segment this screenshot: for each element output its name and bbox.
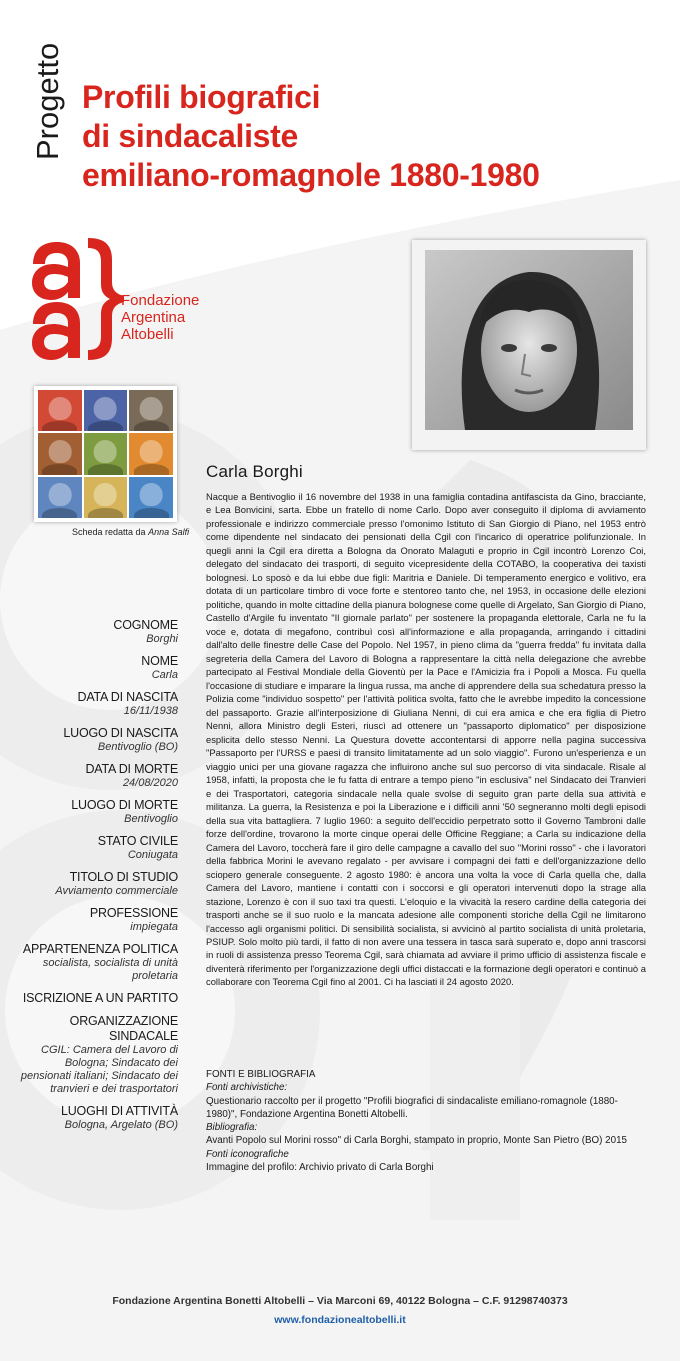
archival-text: Questionario raccolto per il progetto "Profili biografici di sindacaliste emiliano-romagnole (1880-1980)", Fondazione Argentina Bonetti Altobelli.	[206, 1095, 618, 1120]
sources-heading: FONTI E BIBLIOGRAFIA	[206, 1069, 316, 1080]
field-label: COGNOME	[113, 618, 178, 632]
credit-prefix: Scheda redatta da	[72, 527, 146, 537]
field-label: DATA DI NASCITA	[77, 690, 178, 704]
icono-text: Immagine del profilo: Archivio privato di Carla Borghi	[206, 1162, 434, 1174]
field-value: Carla	[151, 669, 178, 681]
field-data-morte	[20, 762, 178, 790]
icono-label: Fonti iconografiche	[206, 1148, 289, 1160]
title-line: di sindacaliste	[82, 118, 299, 154]
field-titolo-studio	[20, 870, 178, 898]
title-line: Profili biografici	[82, 79, 321, 115]
field-organizzazione-sindacale	[20, 1014, 178, 1096]
biblio-label: Bibliografia:	[206, 1122, 258, 1134]
biblio-text: Avanti Popolo sul Morini rosso" di Carla Borghi, stampato in proprio, Monte San Pietro (BO) 2015	[206, 1135, 627, 1147]
field-label: LUOGO DI NASCITA	[63, 726, 178, 740]
field-value: Borghi	[146, 633, 178, 645]
author-credit	[72, 527, 189, 537]
field-value: Bentivoglio (BO)	[97, 741, 178, 753]
field-label: ORGANIZZAZIONE SINDACALE	[69, 1014, 178, 1043]
field-luogo-morte	[20, 798, 178, 826]
field-label: DATA DI MORTE	[85, 762, 178, 776]
field-stato-civile	[20, 834, 178, 862]
field-label: APPARTENENZA POLITICA	[22, 942, 178, 956]
footer-website-link[interactable]: www.fondazionealtobelli.it	[274, 1314, 406, 1326]
field-label: STATO CIVILE	[97, 834, 178, 848]
foundation-logo-text	[121, 292, 199, 343]
portrait-mosaic	[34, 386, 177, 522]
field-label: LUOGO DI MORTE	[71, 798, 178, 812]
mosaic-tile	[84, 477, 128, 518]
page-title	[82, 78, 540, 195]
mosaic-tile	[129, 477, 173, 518]
field-professione	[20, 906, 178, 934]
field-value: impiegata	[130, 921, 178, 933]
mosaic-tile	[84, 433, 128, 474]
field-value: Bologna, Argelato (BO)	[64, 1119, 178, 1131]
logo-line: Altobelli	[121, 326, 174, 343]
biography-text: Nacque a Bentivoglio il 16 novembre del 1938 in una famiglia contadina antifascista da Gino, bracciante, e Lea Bonvicini, sarta. Ebbe un fratello di nome Carlo. Dopo aver conseguito il diploma di avviamento professionale e indirizzo commerciale presso l'omonimo Istituto di San Giorgio di Piano, nel 1953 entrò come dipendente nel sindacato dei pensionati della Cgil con l'incarico di operatrice polifunzionale. In quegli anni la Cgil era diretta a Bologna da Onorato Malaguti e proprio in Cgil incontrò Lorenzo Coi, delegato del sindacato dei trasporti, di seguito vicepresidente della COTABO, la cooperativa dei taxisti bolognesi. Lo sposò e da lui ebbe due figli: Maritria e Daniele. Di temperamento energico e volitivo, era dotata di un particolare timbro di voce forte e stentoreo tanto che, nel 1953, in occasione delle elezioni politiche, quando in molte cittadine della pianura bolognese come quelle di Argelato, San Giorgio di Piano, Castello d'Argile fu inventato "Il giornale parlato" per sostenere la propaganda elettorale, Carla ne fu la voce e, dotata di megafono, contribuì così all'informazione e alla propaganda, arringando i cittadini dall'alto delle finestre delle Case del Popolo. Nel 1957, in pieno clima da "guerra fredda" fu invitata dalla segreteria della Camera del Lavoro di Bologna a rappresentare la città nella delegazione che avrebbe partecipato al Festival Mondiale della Gioventù per la Pace e l'Amicizia fra i Popoli a Mosca. Fu quella l'occasione di studiare e imparare la lingua russa, ma anche di apprendere della sua schedatura presso la Polizia come "individuo sospetto" per l'attività politica svolta, fatto che le avrebbe impedito la concessione del passaporto. Grazie all'interposizione di Giuliana Nenni, di cui era amica e che era figlia di Pietro Nenni, allora Ministro degli Esteri, riuscì ad ottenere un "passaporto diplomatico" per disposizione esplicita dello stesso Nenni. La Questura dovette accontentarsi di apporre nella pagina successiva "Passaporto per l'URSS e paesi di transito limitatamente ad un solo viaggio". Furono un'esperienza e un viaggio unici per una giovane ragazza che influirono anche sul suo percorso di vita sindacale. Risale al 1958, infatti, la proposta che le fu fatta di entrare a tempo pieno "in esclusiva" nel Sindacato dei Tranvieri e dei Trasportatori, categoria sindacale nella quale svolse di seguito gran parte della sua attività e militanza. La guerra, la Resistenza e poi la Liberazione e i difficili anni '50 segneranno molti degli episodi della sua vita battagliera. 7 luglio 1960: a seguito dell'eccidio perpetrato sotto il Governo Tambroni dalle forze dell'ordine, trovarono la morte cinque operai delle Officine Reggiane; a Carla su indicazione della Camera del Lavoro, toccherà fare il giro delle campagne a cavallo del suo "Morini rosso" - che i lavoratori della fabbrica Morini le avevano regalato - per avvisare i compagni dei fatti e dell'organizzazione dello sciopero generale conseguente. 2 agosto 1980: è ancora una volta la voce di Carla quella che, dalla Camera del Lavoro, mantiene i contatti con i soccorsi e gli operatori intervenuti dopo la strage alla stazione, Lorenzo è con il suo taxi tra questi. L'eloquio e la vivacità la resero cardine della categoria dei trasporti anche se il suo ruolo e la mancata adesione alle componenti storiche della Cgil ne limitarono l'accesso agli organismi politici. Di sensibilità socialista, si avvicinò al partito socialista di unità proletaria, PSIUP. Solo molto più tardi, il fatto di non avere una tessera in tasca sarà superato e, dopo anni trascorsi in ruoli di assistenza presso Teorema Cgil, sarà chiamata ad avviare il primo ufficio di assistenza fiscale e diventerà riferimento per l'organizzazione degli uffici distaccati e la formazione degli operatori e continuò a collaborare con Teorema Cgil fino al 2001. Ci ha lasciati il 24 agosto 2020.	[206, 491, 646, 988]
archival-label: Fonti archivistiche:	[206, 1082, 288, 1094]
mosaic-tile	[38, 433, 82, 474]
project-label: Progetto	[30, 42, 65, 160]
field-value: Avviamento commerciale	[55, 885, 178, 897]
field-label: TITOLO DI STUDIO	[69, 870, 178, 884]
logo-line: Argentina	[121, 309, 186, 326]
field-label: NOME	[141, 654, 178, 668]
field-value: Coniugata	[127, 849, 178, 861]
field-value: socialista, socialista di unità proletaria	[42, 957, 178, 982]
profile-fields	[20, 618, 178, 1140]
foundation-logo-icon	[30, 234, 126, 362]
field-label: LUOGHI DI ATTIVITÀ	[60, 1104, 178, 1118]
field-iscrizione-partito	[20, 991, 178, 1006]
field-luoghi-attivita	[20, 1104, 178, 1132]
field-cognome	[20, 618, 178, 646]
mosaic-tile	[38, 390, 82, 431]
mosaic-tile	[84, 390, 128, 431]
credit-author: Anna Salfi	[148, 527, 190, 537]
field-value: 24/08/2020	[122, 777, 178, 789]
logo-line: Fondazione	[121, 292, 200, 309]
profile-photo	[425, 250, 633, 430]
sources-section	[206, 1068, 646, 1174]
mosaic-tile	[129, 433, 173, 474]
title-line: emiliano-romagnole 1880-1980	[82, 157, 540, 193]
profile-name: Carla Borghi	[206, 462, 303, 481]
footer-address: Fondazione Argentina Bonetti Altobelli – Via Marconi 69, 40122 Bologna – C.F. 91298740373	[112, 1295, 568, 1307]
field-value: Bentivoglio	[124, 813, 178, 825]
mosaic-tile	[129, 390, 173, 431]
field-data-nascita	[20, 690, 178, 718]
field-label: PROFESSIONE	[89, 906, 178, 920]
field-luogo-nascita	[20, 726, 178, 754]
field-label: ISCRIZIONE A UN PARTITO	[22, 991, 178, 1005]
field-nome	[20, 654, 178, 682]
field-value: 16/11/1938	[123, 705, 178, 717]
field-value: CGIL: Camera del Lavoro di Bologna; Sindacato dei pensionati italiani; Sindacato dei tranvieri e dei trasportatori	[20, 1044, 178, 1095]
mosaic-tile	[38, 477, 82, 518]
profile-photo-frame	[412, 240, 646, 450]
field-appartenenza-politica	[20, 942, 178, 983]
